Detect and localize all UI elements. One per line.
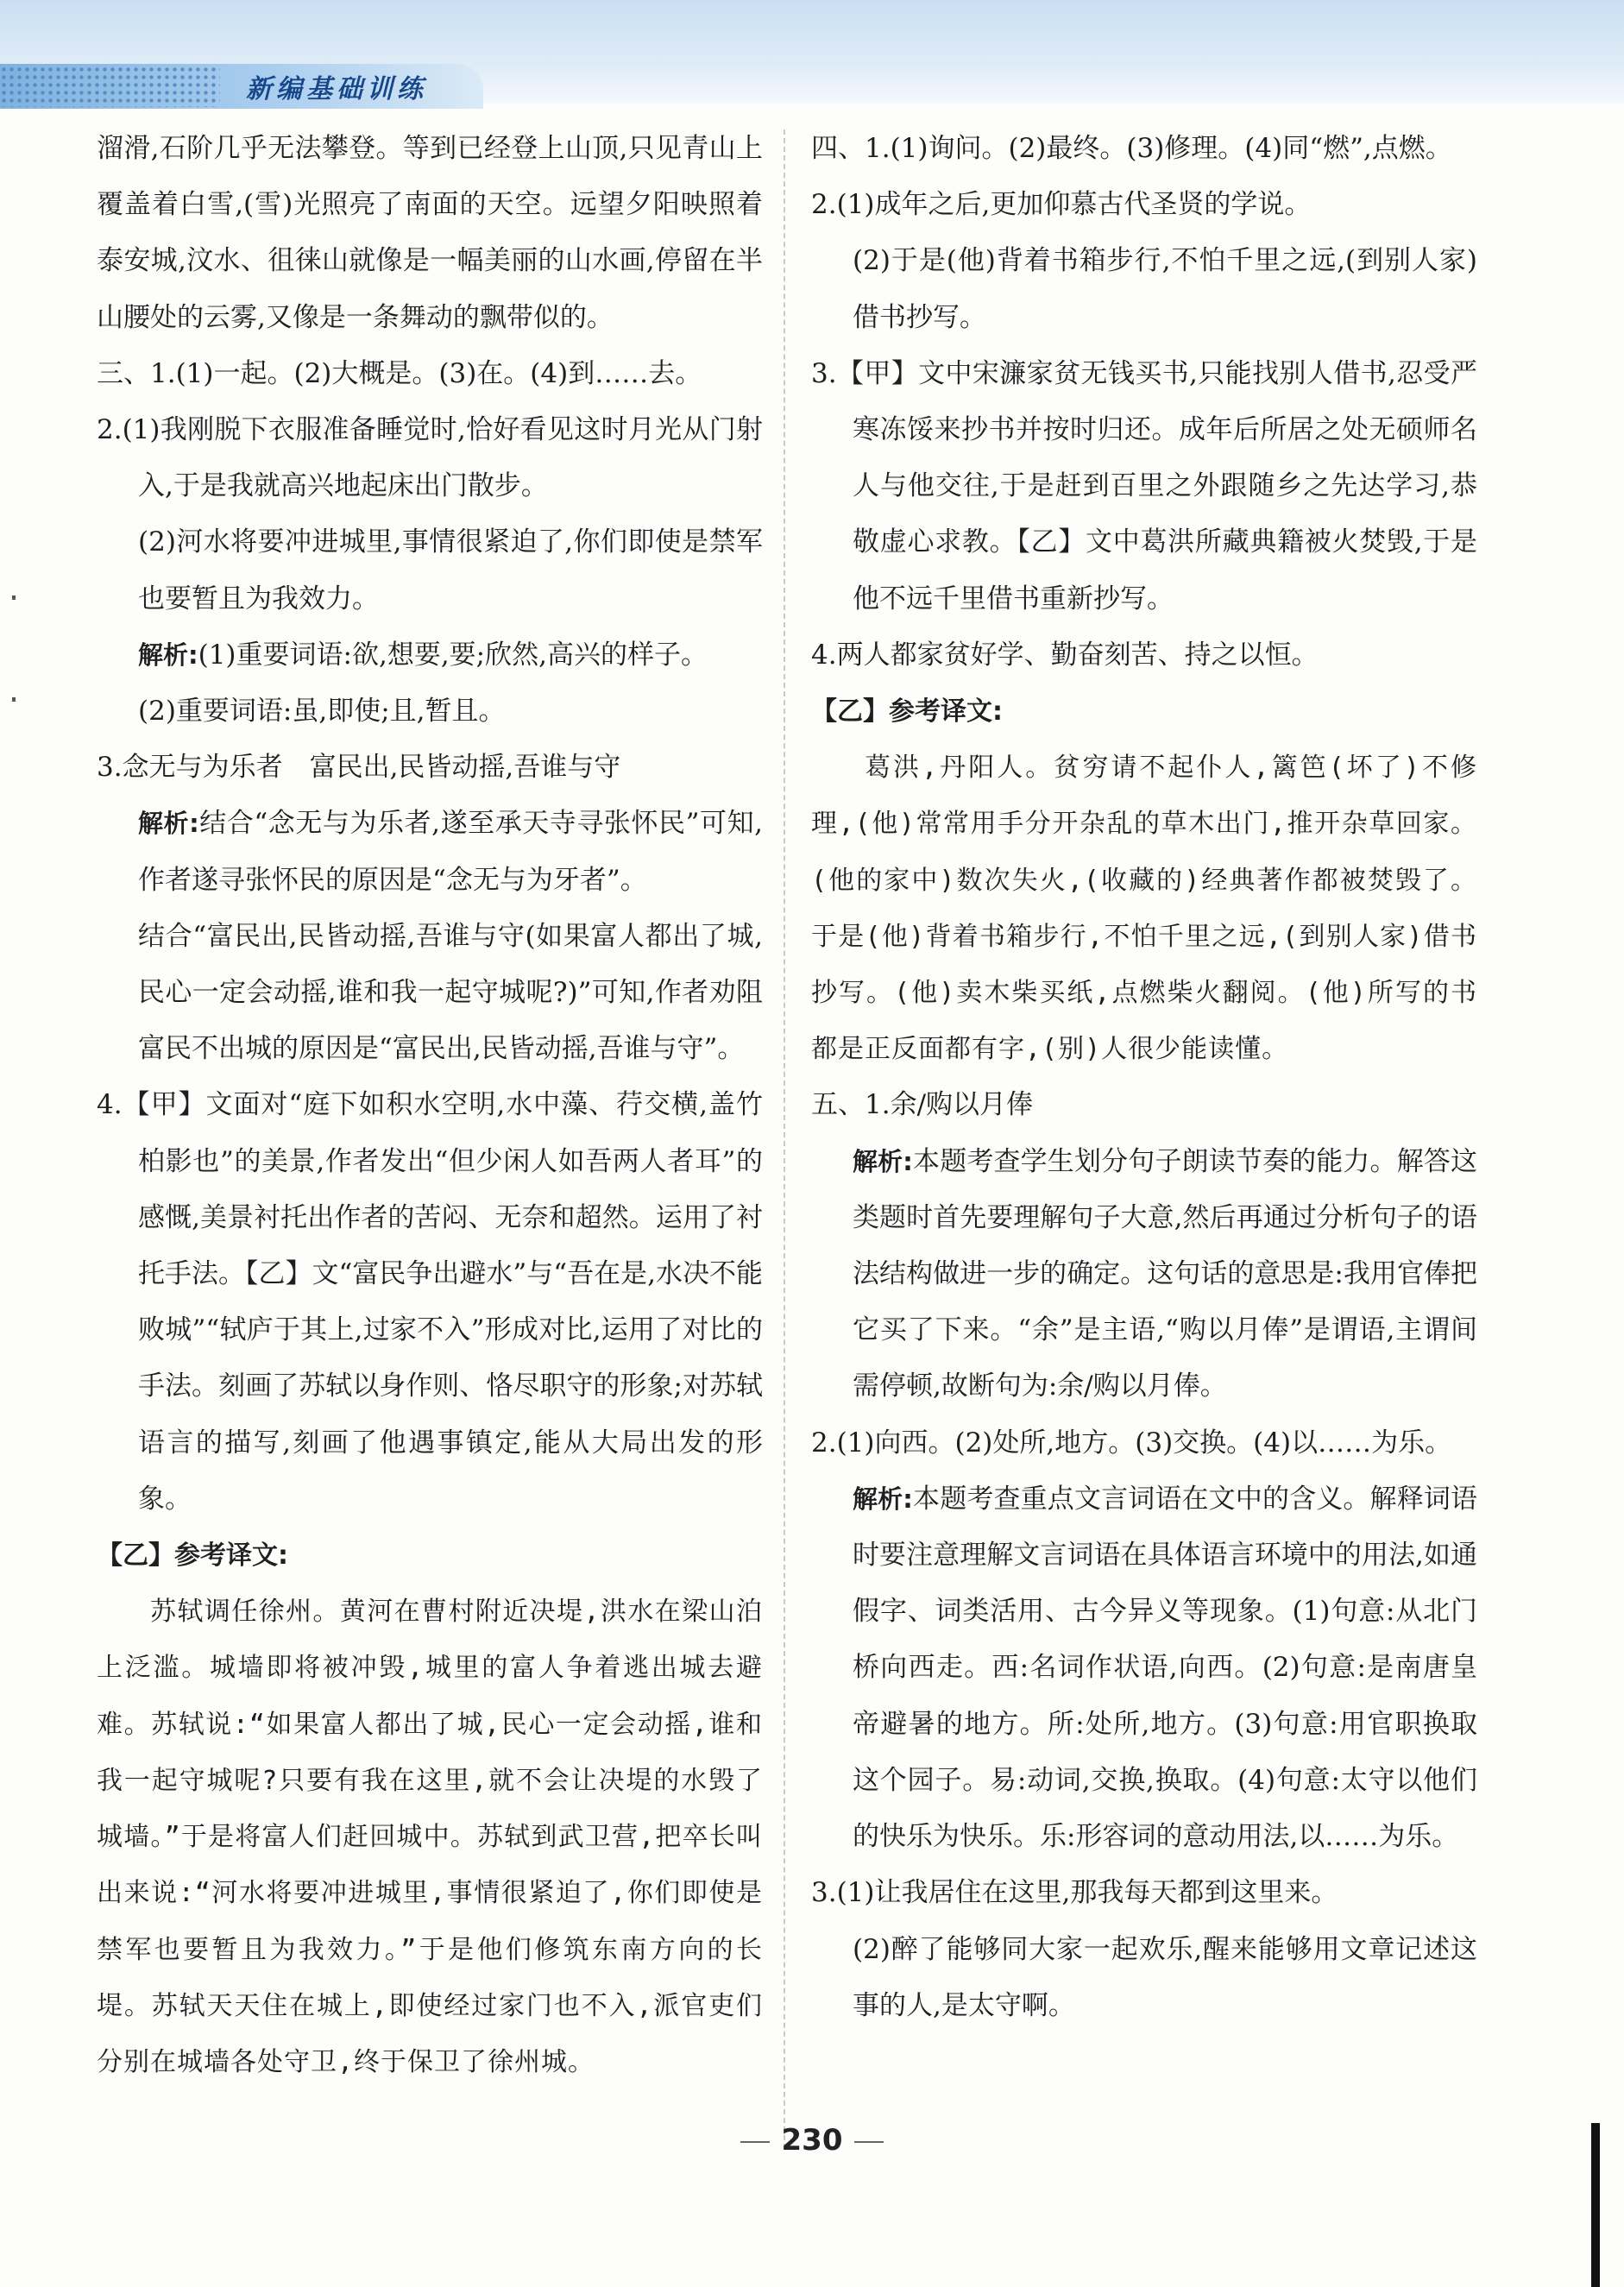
- analysis-label: 解析:: [853, 1146, 913, 1176]
- answer-item: 3.【甲】文中宋濂家贫无钱买书,只能找别人借书,忍受严寒冻馁来抄书并按时归还。成年后所居之处无硕师名人与他交往,于是赶到百里之外跟随乡之先达学习,恭敬虚心求教。【乙】文中葛洪所藏典籍被火焚毁,于是他不远千里借书重新抄写。: [811, 357, 1477, 614]
- right-column: [811, 121, 1477, 2034]
- answer-item: 3.(1)让我居住在这里,那我每天都到这里来。: [811, 1877, 1338, 1909]
- answer-item: 四、1.(1)询问。(2)最终。(3)修理。(4)同“燃”,点燃。: [811, 133, 1452, 164]
- left-column: [97, 121, 763, 2090]
- analysis-label: 解析:: [138, 639, 198, 670]
- analysis: [97, 796, 763, 908]
- analysis-text: 本题考查重点文言词语在文中的含义。解释词语时要注意理解文言词语在具体语言环境中的用法,如通假字、词类活用、古今异义等现象。(1)句意:从北门桥向西走。西:名词作状语,向西。(2)句意:是南唐皇帝避暑的地方。所:处所,地方。(3)句意:用官职换取这个园子。易:动词,交换,换取。(4)句意:太守以他们的快乐为快乐。乐:形容词的意动用法,以……为乐。: [853, 1483, 1477, 1853]
- answer-item: 4.两人都家贫好学、勤奋刻苦、持之以恒。: [811, 639, 1319, 671]
- analysis-text: 本题考查学生划分句子朗读节奏的能力。解答这类题时首先要理解句子大意,然后再通过分析句子的语法结构做进一步的确定。这句话的意思是:我用官俸把它买了下来。“余”是主语,“购以月俸”是谓语,主谓间需停顿,故断句为:余/购以月俸。: [853, 1145, 1477, 1402]
- analysis: [811, 1134, 1477, 1415]
- margin-mark: [12, 697, 16, 702]
- translation-text: 葛洪,丹阳人。贫穷请不起仆人,篱笆(坏了)不修理,(他)常常用手分开杂乱的草木出门,推开杂草回家。(他的家中)数次失火,(收藏的)经典著作都被焚毁了。于是(他)背着书箱步行,不怕千里之远,(到别人家)借书抄写。(他)卖木柴买纸,点燃柴火翻阅。(他)所写的书都是正反面都有字,(别)人很少能读懂。: [811, 753, 1477, 1065]
- page-number-dash: [854, 2141, 884, 2143]
- analysis-label: 解析:: [853, 1484, 913, 1514]
- analysis: [811, 1471, 1477, 1865]
- page-edge-shadow: [1591, 2123, 1600, 2287]
- margin-mark: [12, 595, 16, 600]
- answer-item: 2.(1)我刚脱下衣服准备睡觉时,恰好看见这时月光从门射入,于是我就高兴地起床出门散步。: [97, 414, 763, 502]
- answer-item: 3.念无与为乐者 富民出,民皆动摇,吾谁与守: [97, 752, 621, 784]
- answer-item: 五、1.余/购以月俸: [811, 1089, 1034, 1121]
- answer-item: 三、1.(1)一起。(2)大概是。(3)在。(4)到……去。: [97, 357, 702, 389]
- book-series-title: 新编基础训练: [246, 74, 427, 104]
- analysis-text: (2)重要词语:虽,即使;且,暂且。: [138, 696, 506, 728]
- analysis-text: 结合“念无与为乐者,遂至承天寺寻张怀民”可知,作者遂寻张怀民的原因是“念无与为牙者”。: [138, 808, 763, 896]
- header-dot-pattern: [0, 66, 220, 107]
- page-number-dash: [740, 2141, 770, 2143]
- analysis-label: 解析:: [138, 809, 199, 839]
- answer-item: 4.【甲】文面对“庭下如积水空明,水中藻、荇交横,盖竹柏影也”的美景,作者发出“但少闲人如吾两人者耳”的感慨,美景衬托出作者的苦闷、无奈和超然。运用了衬托手法。【乙】文“富民争出避水”与“吾在是,水决不能败城”“轼庐于其上,过家不入”形成对比,运用了对比的手法。刻画了苏轼以身作则、恪尽职守的形象;对苏轼语言的描写,刻画了他遇事镇定,能从大局出发的形象。: [97, 1089, 763, 1515]
- answer-item: 2.(1)向西。(2)处所,地方。(3)交换。(4)以……为乐。: [811, 1427, 1452, 1459]
- paragraph: 溜滑,石阶几乎无法攀登。等到已经登上山顶,只见青山上覆盖着白雪,(雪)光照亮了南面的天空。远望夕阳映照着泰安城,汶水、徂徕山就像是一幅美丽的山水画,停留在半山腰处的云雾,又像是一条舞动的飘带似的。: [97, 133, 763, 333]
- answer-item: 2.(1)成年之后,更加仰慕古代圣贤的学说。: [811, 189, 1312, 221]
- page-number: [0, 2123, 1624, 2158]
- answer-item: (2)醉了能够同大家一起欢乐,醒来能够用文章记述这事的人,是太守啊。: [853, 1933, 1477, 2021]
- answer-item: (2)河水将要冲进城里,事情很紧迫了,你们即使是禁军也要暂且为我效力。: [138, 526, 763, 614]
- analysis-text: 结合“富民出,民皆动摇,吾谁与守(如果富人都出了城,民心一定会动摇,谁和我一起守城呢?)”可知,作者劝阻富民不出城的原因是“富民出,民皆动摇,吾谁与守”。: [138, 920, 763, 1065]
- analysis-text: 重要词语:欲,想要,要;欣然,高兴的样子。: [236, 639, 708, 671]
- column-divider: [784, 129, 785, 2149]
- translation-heading: 【乙】参考译文:: [811, 696, 1003, 728]
- translation-text: 苏轼调任徐州。黄河在曹村附近决堤,洪水在梁山泊上泛滥。城墙即将被冲毁,城里的富人争着逃出城去避难。苏轼说:“如果富人都出了城,民心一定会动摇,谁和我一起守城呢?只要有我在这里,就不会让决堤的水毁了城墙。”于是将富人们赶回城中。苏轼到武卫营,把卒长叫出来说:“河水将要冲进城里,事情很紧迫了,你们即使是禁军也要暂且为我效力。”于是他们修筑东南方向的长堤。苏轼天天住在城上,即使经过家门也不入,派官吏们分别在城墙各处守卫,终于保卫了徐州城。: [97, 1597, 763, 2077]
- answer-item: (2)于是(他)背着书箱步行,不怕千里之远,(到别人家)借书抄写。: [853, 245, 1477, 333]
- analysis: 解析:(1)重要词语:欲,想要,要;欣然,高兴的样子。: [138, 639, 708, 671]
- translation-heading: 【乙】参考译文:: [97, 1540, 288, 1572]
- page-number-value: 230: [781, 2123, 843, 2158]
